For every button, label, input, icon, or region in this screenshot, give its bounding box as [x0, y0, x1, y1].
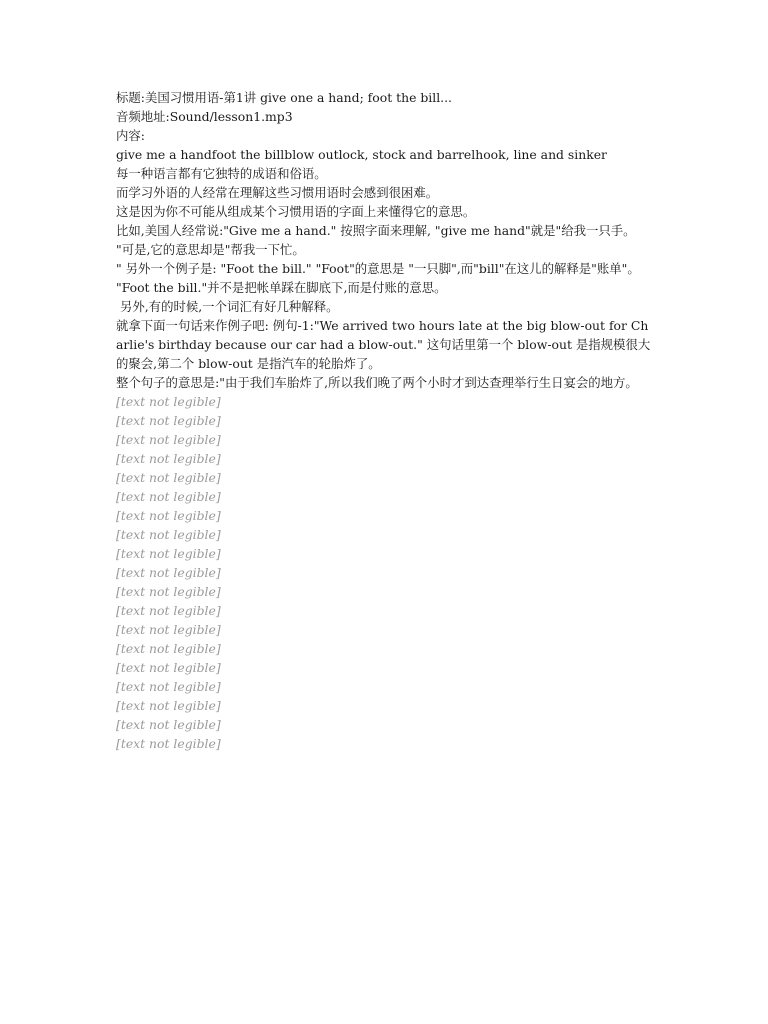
document-line: "可是,它的意思却是"帮我一下忙。 — [116, 242, 305, 257]
document-line: 整个句子的意思是:"由于我们车胎炸了,所以我们晚了两个小时才到达查理举行生日宴会的地方。 — [116, 375, 638, 390]
document-line: [text not legible] — [116, 641, 221, 656]
document-line: 比如,美国人经常说:"Give me a hand." 按照字面来理解, "give me hand"就是"给我一只手。 — [116, 223, 636, 238]
document-line: 而学习外语的人经常在理解这些习惯用语时会感到很困难。 — [116, 185, 439, 200]
document-line: [text not legible] — [116, 565, 221, 580]
document-line: [text not legible] — [116, 660, 221, 675]
document-line: [text not legible] — [116, 451, 221, 466]
document-line: [text not legible] — [116, 622, 221, 637]
document-line: [text not legible] — [116, 736, 221, 751]
document-line: give me a handfoot the billblow outlock, stock and barrelhook, line and sinker — [116, 147, 607, 162]
document-line: [text not legible] — [116, 717, 221, 732]
document-line: [text not legible] — [116, 546, 221, 561]
document-line: [text not legible] — [116, 527, 221, 542]
document-line: [text not legible] — [116, 413, 221, 428]
document-line: [text not legible] — [116, 508, 221, 523]
document-line: [text not legible] — [116, 679, 221, 694]
document-line: [text not legible] — [116, 470, 221, 485]
document-body — [116, 88, 652, 753]
document-line: [text not legible] — [116, 489, 221, 504]
document-line: 标题:美国习惯用语-第1讲 give one a hand; foot the bill... — [116, 90, 452, 105]
document-line: [text not legible] — [116, 698, 221, 713]
document-line: [text not legible] — [116, 603, 221, 618]
document-line: 音频地址:Sound/lesson1.mp3 — [116, 109, 293, 124]
document-line: "Foot the bill."并不是把帐单踩在脚底下,而是付账的意思。 — [116, 280, 447, 295]
document-line: [text not legible] — [116, 394, 221, 409]
document-line: [text not legible] — [116, 432, 221, 447]
document-line: 这是因为你不可能从组成某个习惯用语的字面上来懂得它的意思。 — [116, 204, 476, 219]
document-line: 内容: — [116, 128, 145, 143]
document-line: [text not legible] — [116, 584, 221, 599]
document-line: 另外,有的时候,一个词汇有好几种解释。 — [116, 299, 339, 314]
document-line: 就拿下面一句话来作例子吧: 例句-1:"We arrived two hours late at the big blow-out for Charlie's birthday because our car had a blow-out." 这句话里第一个 blow-out 是指规模很大的聚会,第二个 blow-out 是指汽车的轮胎炸了。 — [116, 318, 651, 371]
document-line: 每一种语言都有它独特的成语和俗语。 — [116, 166, 327, 181]
document-line: " 另外一个例子是: "Foot the bill." "Foot"的意思是 "一只脚",而"bill"在这儿的解释是"账单"。 — [116, 261, 640, 276]
